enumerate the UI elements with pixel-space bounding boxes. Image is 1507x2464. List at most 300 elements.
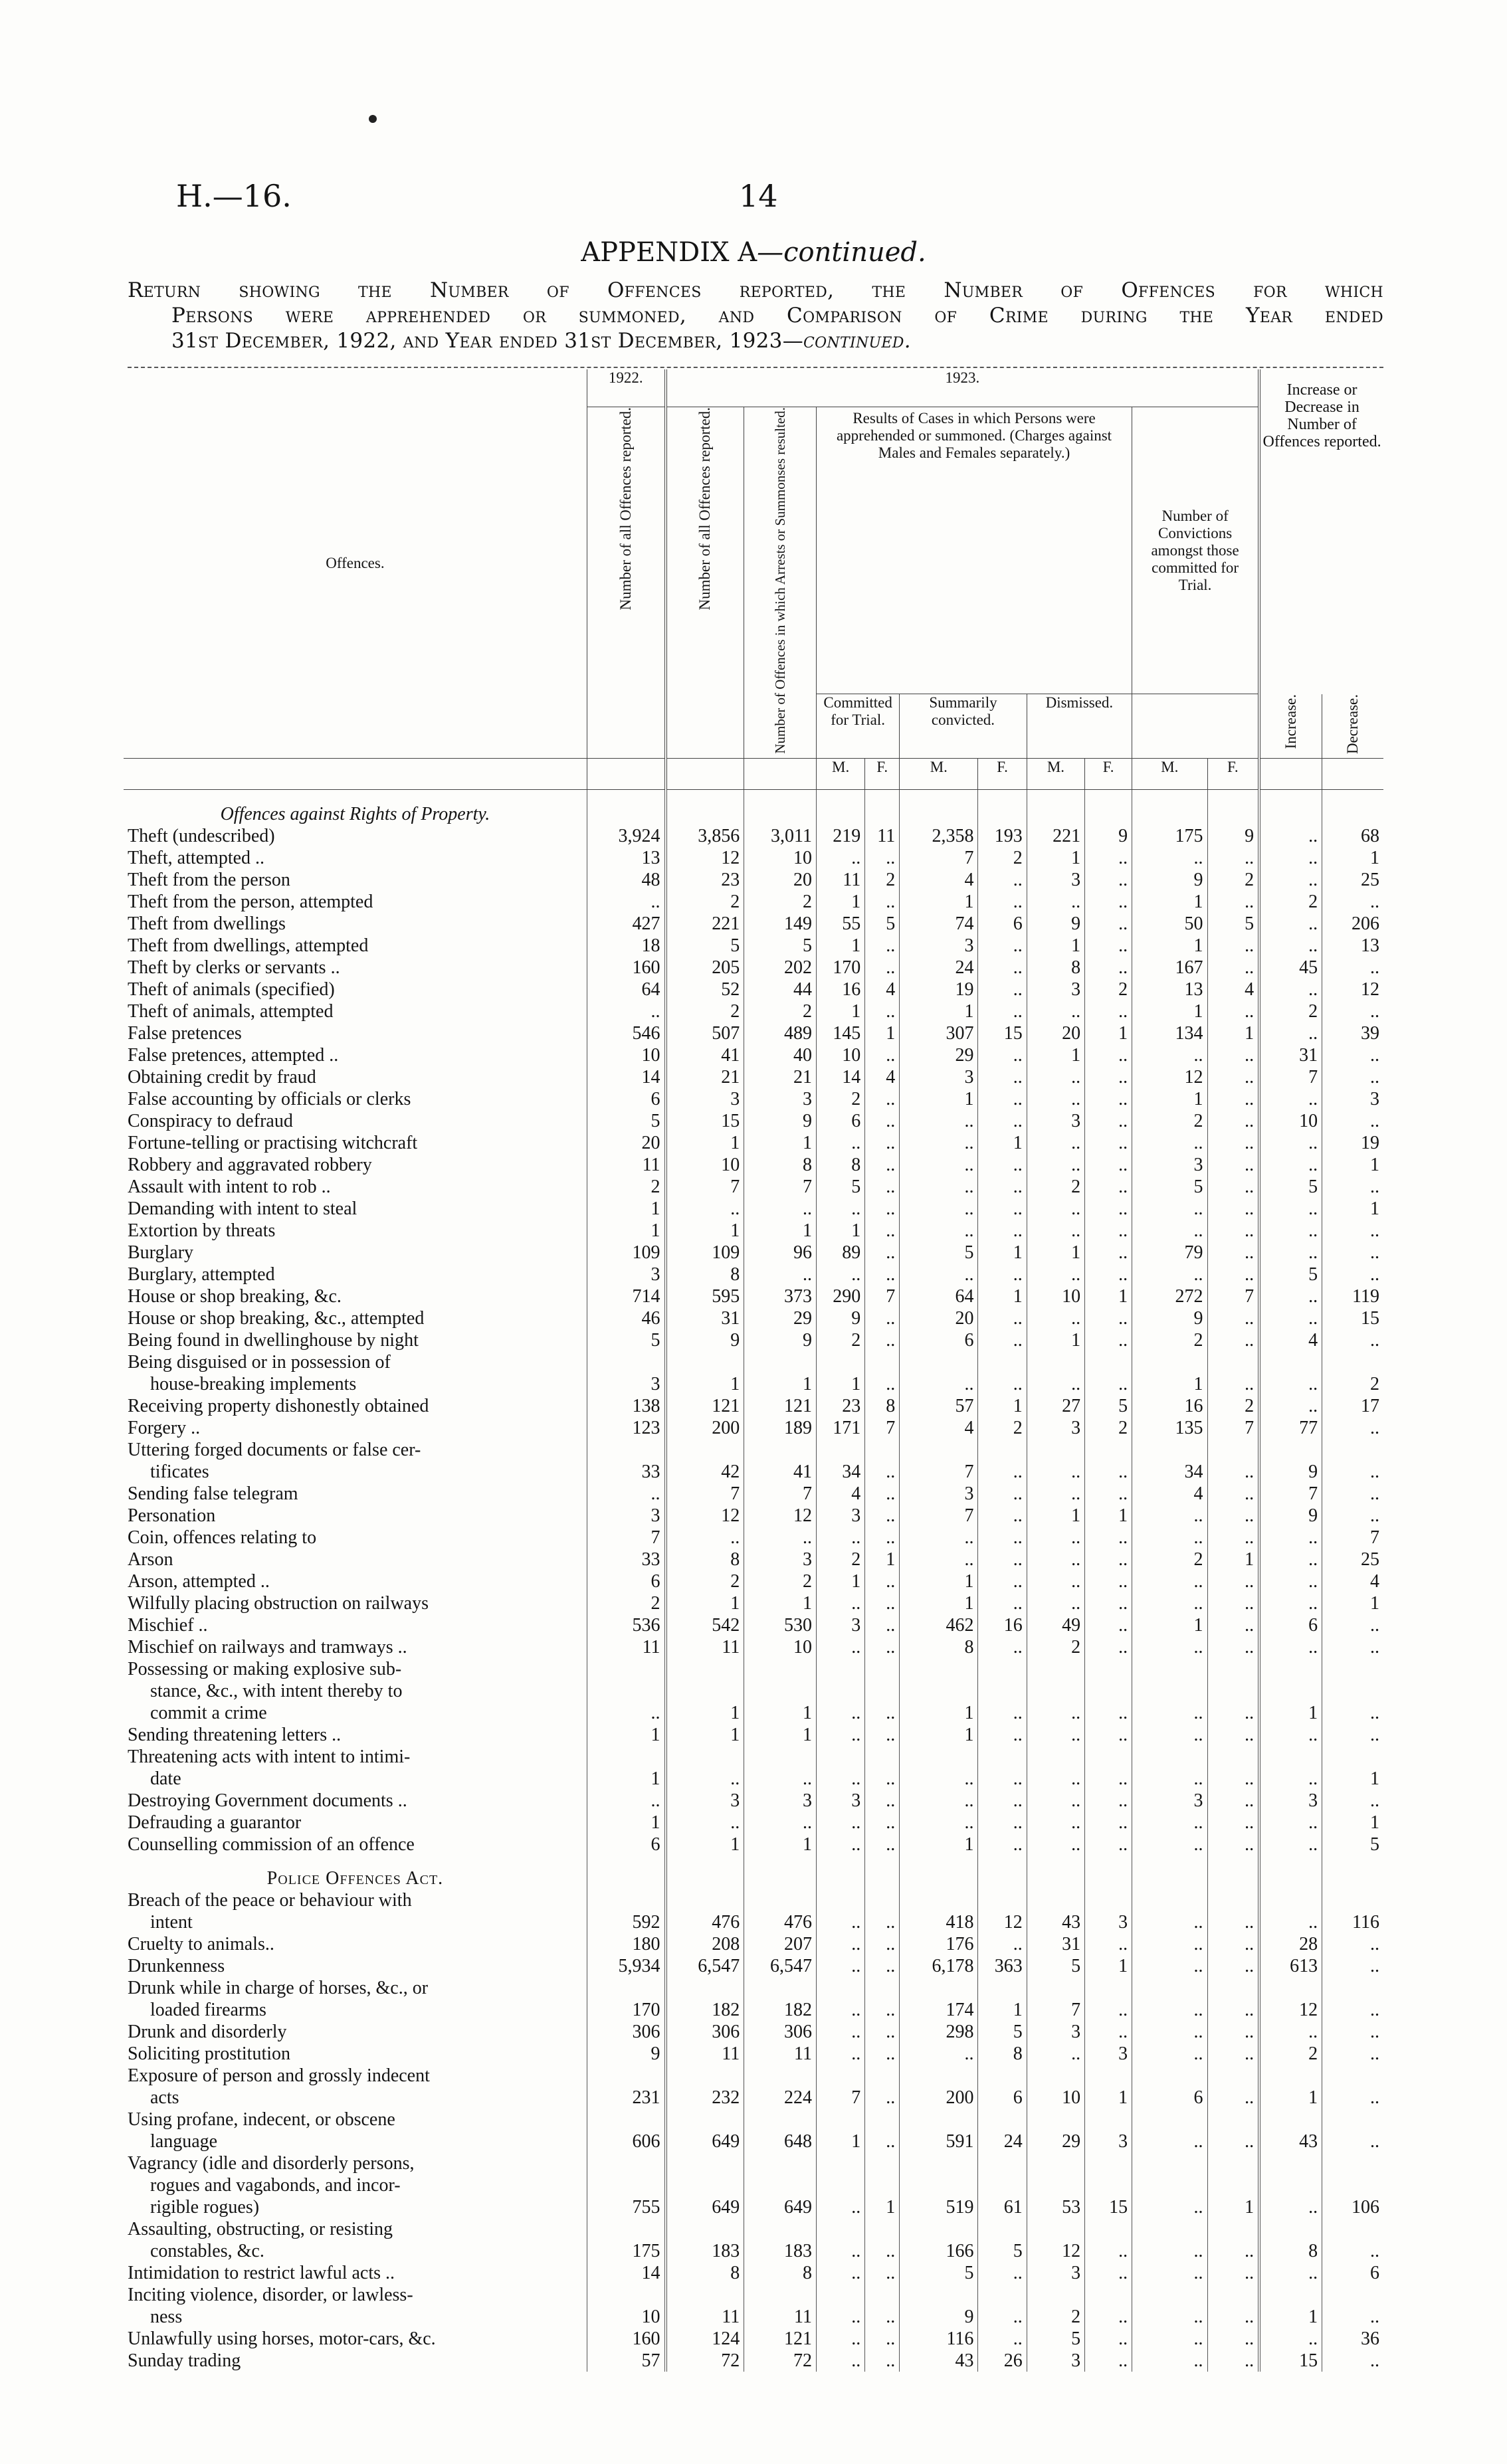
- cell-value: ..: [1207, 935, 1259, 957]
- cell-value: 5,934: [587, 1955, 665, 1977]
- cell-value: 3: [900, 935, 978, 957]
- table-row: [124, 1505, 1383, 1527]
- offence-name: Sunday trading: [128, 2350, 241, 2371]
- cell-value: ..: [900, 1176, 978, 1198]
- offence-name: Wilfully placing obstruction on railways: [128, 1592, 429, 1614]
- col-dismissed-m: M.: [1027, 758, 1084, 789]
- cell-value: 20: [744, 869, 817, 891]
- cell-value: ..: [865, 1110, 900, 1132]
- cell-value: ..: [1322, 957, 1383, 979]
- cell-value: 6,178: [900, 1955, 978, 1977]
- cell-value: ..: [1132, 1220, 1207, 1242]
- cell-value: 592: [587, 1889, 665, 1933]
- cell-value: 7: [900, 847, 978, 869]
- cell-value: 1: [1132, 935, 1207, 957]
- offence-name: Assaulting, obstructing, or resisting constables, &c.: [128, 2218, 393, 2261]
- cell-value: 96: [744, 1242, 817, 1264]
- cell-value: 171: [816, 1417, 864, 1439]
- cell-value: ..: [1207, 1790, 1259, 1812]
- cell-value: 24: [900, 957, 978, 979]
- cell-value: 306: [587, 2021, 665, 2043]
- cell-value: ..: [1085, 1592, 1132, 1614]
- cell-value: 1: [1132, 891, 1207, 913]
- cell-value: ..: [1207, 1812, 1259, 1834]
- cell-value: ..: [1322, 1636, 1383, 1658]
- cell-value: ..: [1207, 1220, 1259, 1242]
- cell-value: 11: [666, 2284, 744, 2328]
- cell-value: ..: [1259, 1220, 1322, 1242]
- cell-value: 546: [587, 1022, 665, 1044]
- cell-value: ..: [865, 1242, 900, 1264]
- col-convictions: Number of Convictions amongst those committed for Trial.: [1132, 407, 1260, 694]
- cell-value: ..: [1259, 1395, 1322, 1417]
- cell-value: 121: [744, 2328, 817, 2350]
- table-row: [124, 2218, 1383, 2262]
- cell-value: ..: [1132, 1570, 1207, 1592]
- col-1922: 1922.: [587, 369, 665, 407]
- cell-value: 1: [1259, 2065, 1322, 2109]
- cell-value: ..: [1027, 1790, 1084, 1812]
- cell-value: 33: [587, 1549, 665, 1570]
- cell-value: 3: [1027, 2350, 1084, 2372]
- cell-value: ..: [1259, 1889, 1322, 1933]
- table-row: [124, 979, 1383, 1000]
- cell-value: ..: [816, 1527, 864, 1549]
- cell-value: 7: [1259, 1066, 1322, 1088]
- table-row: [124, 1329, 1383, 1351]
- cell-value: ..: [865, 1724, 900, 1746]
- cell-value: 3: [666, 1790, 744, 1812]
- cell-value: ..: [1259, 2262, 1322, 2284]
- cell-value: 427: [587, 913, 665, 935]
- cell-value: ..: [1322, 1000, 1383, 1022]
- cell-value: 3: [666, 1088, 744, 1110]
- offence-name: Defrauding a guarantor: [128, 1812, 302, 1833]
- cell-value: ..: [816, 1132, 864, 1154]
- cell-value: ..: [816, 847, 864, 869]
- offence-name: Theft (undescribed): [128, 825, 275, 846]
- cell-value: 1: [978, 1395, 1027, 1417]
- cell-value: ..: [865, 1220, 900, 1242]
- cell-value: ..: [1085, 1220, 1132, 1242]
- cell-value: ..: [1259, 2328, 1322, 2350]
- cell-value: 7: [816, 2065, 864, 2109]
- cell-value: 12: [744, 1505, 817, 1527]
- cell-value: 2: [1027, 1176, 1084, 1198]
- cell-value: ..: [1207, 957, 1259, 979]
- cell-value: 1: [1207, 2152, 1259, 2218]
- cell-value: 8: [865, 1395, 900, 1417]
- cell-value: 9: [587, 2043, 665, 2065]
- table-row: [124, 913, 1383, 935]
- table-row: [124, 1285, 1383, 1307]
- col-convictions-mf: [1132, 694, 1260, 759]
- cell-value: ..: [1259, 1198, 1322, 1220]
- col-committed-f: F.: [865, 758, 900, 789]
- cell-value: 72: [666, 2350, 744, 2372]
- cell-value: 52: [666, 979, 744, 1000]
- table-row: [124, 1088, 1383, 1110]
- cell-value: 1: [978, 1242, 1027, 1264]
- cell-value: 10: [1259, 1110, 1322, 1132]
- cell-value: 5: [587, 1329, 665, 1351]
- table-row: [124, 1264, 1383, 1285]
- cell-value: 109: [587, 1242, 665, 1264]
- offence-name: Theft, attempted ..: [128, 847, 265, 868]
- cell-value: 1: [865, 1549, 900, 1570]
- table-row: [124, 2152, 1383, 2218]
- table-row: [124, 1790, 1383, 1812]
- cell-value: 5: [1085, 1395, 1132, 1417]
- cell-value: ..: [978, 1933, 1027, 1955]
- cell-value: 1: [666, 1658, 744, 1724]
- table-row: [124, 1395, 1383, 1417]
- col-decrease: Decrease.: [1322, 694, 1383, 759]
- cell-value: 1: [587, 1220, 665, 1242]
- cell-value: ..: [1132, 1724, 1207, 1746]
- cell-value: 3: [587, 1264, 665, 1285]
- cell-value: ..: [900, 1790, 978, 1812]
- cell-value: 6: [1322, 2262, 1383, 2284]
- cell-value: ..: [816, 1746, 864, 1790]
- offence-name: Using profane, indecent, or obscene language: [128, 2109, 395, 2152]
- cell-value: ..: [1027, 1549, 1084, 1570]
- cell-value: 29: [744, 1307, 817, 1329]
- cell-value: 3: [1027, 2021, 1084, 2043]
- cell-value: ..: [1085, 1636, 1132, 1658]
- cell-value: ..: [1085, 1549, 1132, 1570]
- cell-value: ..: [1132, 1955, 1207, 1977]
- cell-value: ..: [978, 1812, 1027, 1834]
- cell-value: ..: [865, 2350, 900, 2372]
- cell-value: ..: [1132, 2350, 1207, 2372]
- cell-value: ..: [865, 2328, 900, 2350]
- cell-value: 2: [1207, 1395, 1259, 1417]
- cell-value: ..: [1207, 1592, 1259, 1614]
- cell-value: 19: [900, 979, 978, 1000]
- col-summarily-m: M.: [900, 758, 978, 789]
- cell-value: ..: [587, 1000, 665, 1022]
- cell-value: ..: [1207, 2284, 1259, 2328]
- cell-value: 9: [816, 1307, 864, 1329]
- cell-value: 1: [666, 1592, 744, 1614]
- table-row: [124, 2262, 1383, 2284]
- cell-value: 1: [744, 1351, 817, 1395]
- cell-value: 7: [865, 1417, 900, 1439]
- cell-value: ..: [1322, 1977, 1383, 2021]
- cell-value: 649: [666, 2109, 744, 2152]
- cell-value: 418: [900, 1889, 978, 1933]
- cell-value: ..: [1207, 1636, 1259, 1658]
- cell-value: 306: [666, 2021, 744, 2043]
- offence-name: Vagrancy (idle and disorderly persons, rogues and vagabonds, and incor- rigible rogues): [128, 2152, 415, 2218]
- cell-value: ..: [978, 1483, 1027, 1505]
- col-dismissed-f: F.: [1085, 758, 1132, 789]
- cell-value: 3: [1132, 1790, 1207, 1812]
- cell-value: 2,358: [900, 825, 978, 847]
- cell-value: 6: [978, 2065, 1027, 2109]
- cell-value: 231: [587, 2065, 665, 2109]
- cell-value: 3: [744, 1088, 817, 1110]
- cell-value: 5: [1322, 1834, 1383, 1855]
- cell-value: ..: [1207, 1527, 1259, 1549]
- cell-value: ..: [1207, 1933, 1259, 1955]
- cell-value: 649: [744, 2152, 817, 2218]
- cell-value: ..: [1207, 1658, 1259, 1724]
- cell-value: 57: [587, 2350, 665, 2372]
- cell-value: 1: [1132, 1000, 1207, 1022]
- cell-value: ..: [1085, 935, 1132, 957]
- cell-value: ..: [1085, 1977, 1132, 2021]
- cell-value: 1: [744, 1220, 817, 1242]
- cell-value: ..: [1207, 1889, 1259, 1933]
- cell-value: 33: [587, 1439, 665, 1483]
- cell-value: 18: [587, 935, 665, 957]
- cell-value: ..: [1259, 1242, 1322, 1264]
- cell-value: 3,856: [666, 825, 744, 847]
- cell-value: 1: [978, 1977, 1027, 2021]
- cell-value: ..: [666, 1812, 744, 1834]
- cell-value: 1: [1322, 847, 1383, 869]
- cell-value: ..: [865, 1483, 900, 1505]
- cell-value: 1: [978, 1132, 1027, 1154]
- cell-value: 183: [744, 2218, 817, 2262]
- document-reference: H.—16.: [176, 178, 292, 214]
- cell-value: ..: [1207, 1834, 1259, 1855]
- cell-value: 1: [1085, 1505, 1132, 1527]
- offence-name: Being found in dwellinghouse by night: [128, 1329, 419, 1351]
- cell-value: 373: [744, 1285, 817, 1307]
- cell-value: ..: [865, 1000, 900, 1022]
- cell-value: 8: [900, 1636, 978, 1658]
- cell-value: 175: [587, 2218, 665, 2262]
- cell-value: ..: [1085, 1812, 1132, 1834]
- cell-value: 7: [1207, 1285, 1259, 1307]
- cell-value: ..: [1207, 1570, 1259, 1592]
- cell-value: 1: [865, 1022, 900, 1044]
- cell-value: 2: [1027, 1636, 1084, 1658]
- cell-value: 6: [816, 1110, 864, 1132]
- cell-value: 50: [1132, 913, 1207, 935]
- cell-value: ..: [865, 2109, 900, 2152]
- cell-value: ..: [1085, 1066, 1132, 1088]
- cell-value: ..: [1027, 1834, 1084, 1855]
- cell-value: ..: [865, 1570, 900, 1592]
- offence-name: Sending threatening letters ..: [128, 1724, 342, 1745]
- cell-value: 6: [587, 1834, 665, 1855]
- cell-value: ..: [1322, 1220, 1383, 1242]
- cell-value: ..: [1322, 1110, 1383, 1132]
- cell-value: 23: [666, 869, 744, 891]
- cell-value: 3: [1027, 979, 1084, 1000]
- table-row: [124, 2065, 1383, 2109]
- cell-value: 135: [1132, 1417, 1207, 1439]
- cell-value: 224: [744, 2065, 817, 2109]
- cell-value: ..: [865, 1955, 900, 1977]
- cell-value: 68: [1322, 825, 1383, 847]
- cell-value: 13: [587, 847, 665, 869]
- cell-value: ..: [816, 1198, 864, 1220]
- cell-value: 714: [587, 1285, 665, 1307]
- table-row: [124, 1132, 1383, 1154]
- cell-value: 17: [1322, 1395, 1383, 1417]
- cell-value: ..: [978, 1088, 1027, 1110]
- cell-value: ..: [1259, 1285, 1322, 1307]
- cell-value: 2: [978, 847, 1027, 869]
- cell-value: ..: [1027, 1570, 1084, 1592]
- cell-value: ..: [1085, 1088, 1132, 1110]
- cell-value: ..: [1322, 2043, 1383, 2065]
- cell-value: 272: [1132, 1285, 1207, 1307]
- cell-value: 42: [666, 1439, 744, 1483]
- cell-value: ..: [1322, 2350, 1383, 2372]
- cell-value: ..: [1207, 1483, 1259, 1505]
- top-rule: [128, 367, 1383, 368]
- cell-value: 2: [1259, 1000, 1322, 1022]
- cell-value: 121: [744, 1395, 817, 1417]
- cell-value: 15: [1322, 1307, 1383, 1329]
- cell-value: ..: [1132, 1527, 1207, 1549]
- cell-value: 1: [816, 2109, 864, 2152]
- cell-value: ..: [1259, 1724, 1322, 1746]
- cell-value: 48: [587, 869, 665, 891]
- cell-value: 74: [900, 913, 978, 935]
- cell-value: ..: [978, 979, 1027, 1000]
- cell-value: 1: [666, 1724, 744, 1746]
- cell-value: 149: [744, 913, 817, 935]
- cell-value: ..: [865, 2284, 900, 2328]
- cell-value: ..: [865, 891, 900, 913]
- cell-value: 5: [666, 935, 744, 957]
- cell-value: ..: [1027, 1439, 1084, 1483]
- cell-value: ..: [978, 1198, 1027, 1220]
- offence-name: Drunk while in charge of horses, &c., or loaded firearms: [128, 1977, 429, 2020]
- table-row: [124, 869, 1383, 891]
- table-row: [124, 1977, 1383, 2021]
- cell-value: ..: [744, 1812, 817, 1834]
- cell-value: ..: [865, 1264, 900, 1285]
- printer-mark: [369, 115, 377, 123]
- cell-value: 648: [744, 2109, 817, 2152]
- cell-value: ..: [1132, 2262, 1207, 2284]
- cell-value: 20: [900, 1307, 978, 1329]
- cell-value: ..: [1132, 1198, 1207, 1220]
- cell-value: ..: [1027, 1066, 1084, 1088]
- cell-value: 43: [1259, 2109, 1322, 2152]
- cell-value: 5: [816, 1176, 864, 1198]
- cell-value: ..: [978, 1790, 1027, 1812]
- cell-value: ..: [900, 1351, 978, 1395]
- cell-value: ..: [1085, 2218, 1132, 2262]
- cell-value: 166: [900, 2218, 978, 2262]
- cell-value: 10: [816, 1044, 864, 1066]
- cell-value: 34: [1132, 1439, 1207, 1483]
- cell-value: 6: [1132, 2065, 1207, 2109]
- cell-value: ..: [1027, 1132, 1084, 1154]
- cell-value: 183: [666, 2218, 744, 2262]
- cell-value: ..: [1322, 1505, 1383, 1527]
- table-row: [124, 847, 1383, 869]
- cell-value: 12: [666, 1505, 744, 1527]
- cell-value: ..: [1085, 1933, 1132, 1955]
- table-row: [124, 1022, 1383, 1044]
- cell-value: ..: [978, 2328, 1027, 2350]
- cell-value: 20: [1027, 1022, 1084, 1044]
- cell-value: ..: [744, 1527, 817, 1549]
- offence-name: Mischief ..: [128, 1614, 208, 1636]
- cell-value: 1: [1132, 1351, 1207, 1395]
- cell-value: ..: [865, 847, 900, 869]
- cell-value: 507: [666, 1022, 744, 1044]
- cell-value: ..: [1085, 847, 1132, 869]
- cell-value: 106: [1322, 2152, 1383, 2218]
- cell-value: ..: [1322, 891, 1383, 913]
- cell-value: 1: [587, 1198, 665, 1220]
- cell-value: 205: [666, 957, 744, 979]
- cell-value: 5: [978, 2218, 1027, 2262]
- cell-value: 15: [978, 1022, 1027, 1044]
- cell-value: 1: [744, 1658, 817, 1724]
- cell-value: 9: [1259, 1439, 1322, 1483]
- cell-value: ..: [1085, 1527, 1132, 1549]
- cell-value: 1: [1259, 2284, 1322, 2328]
- cell-value: 2: [587, 1176, 665, 1198]
- cell-value: ..: [978, 1592, 1027, 1614]
- cell-value: 53: [1027, 2152, 1084, 2218]
- cell-value: 180: [587, 1933, 665, 1955]
- cell-value: 2: [666, 891, 744, 913]
- cell-value: 2: [1085, 979, 1132, 1000]
- cell-value: 160: [587, 957, 665, 979]
- cell-value: 7: [1259, 1483, 1322, 1505]
- cell-value: 2: [1027, 2284, 1084, 2328]
- cell-value: 16: [978, 1614, 1027, 1636]
- cell-value: 1: [1085, 1285, 1132, 1307]
- cell-value: ..: [816, 1724, 864, 1746]
- cell-value: ..: [1085, 1132, 1132, 1154]
- table-row: [124, 1483, 1383, 1505]
- cell-value: 57: [900, 1395, 978, 1417]
- cell-value: ..: [978, 1110, 1027, 1132]
- cell-value: ..: [1132, 1834, 1207, 1855]
- cell-value: ..: [1322, 1044, 1383, 1066]
- cell-value: ..: [1132, 1044, 1207, 1066]
- cell-value: 232: [666, 2065, 744, 2109]
- cell-value: ..: [1207, 2350, 1259, 2372]
- cell-value: 219: [816, 825, 864, 847]
- table-row: [124, 1570, 1383, 1592]
- cell-value: ..: [1322, 2109, 1383, 2152]
- cell-value: 3,924: [587, 825, 665, 847]
- cell-value: 1: [1322, 1154, 1383, 1176]
- cell-value: 1: [666, 1351, 744, 1395]
- cell-value: ..: [1085, 891, 1132, 913]
- cell-value: ..: [816, 1977, 864, 2021]
- cell-value: 1: [744, 1834, 817, 1855]
- cell-value: 4: [1259, 1329, 1322, 1351]
- cell-value: ..: [1259, 1592, 1322, 1614]
- cell-value: ..: [744, 1198, 817, 1220]
- cell-value: ..: [1207, 1154, 1259, 1176]
- offence-name: Destroying Government documents ..: [128, 1790, 407, 1811]
- cell-value: 1: [816, 891, 864, 913]
- cell-value: ..: [1207, 2328, 1259, 2350]
- cell-value: 5: [865, 913, 900, 935]
- cell-value: ..: [865, 1154, 900, 1176]
- cell-value: 12: [1322, 979, 1383, 1000]
- cell-value: 591: [900, 2109, 978, 2152]
- cell-value: ..: [1322, 1417, 1383, 1439]
